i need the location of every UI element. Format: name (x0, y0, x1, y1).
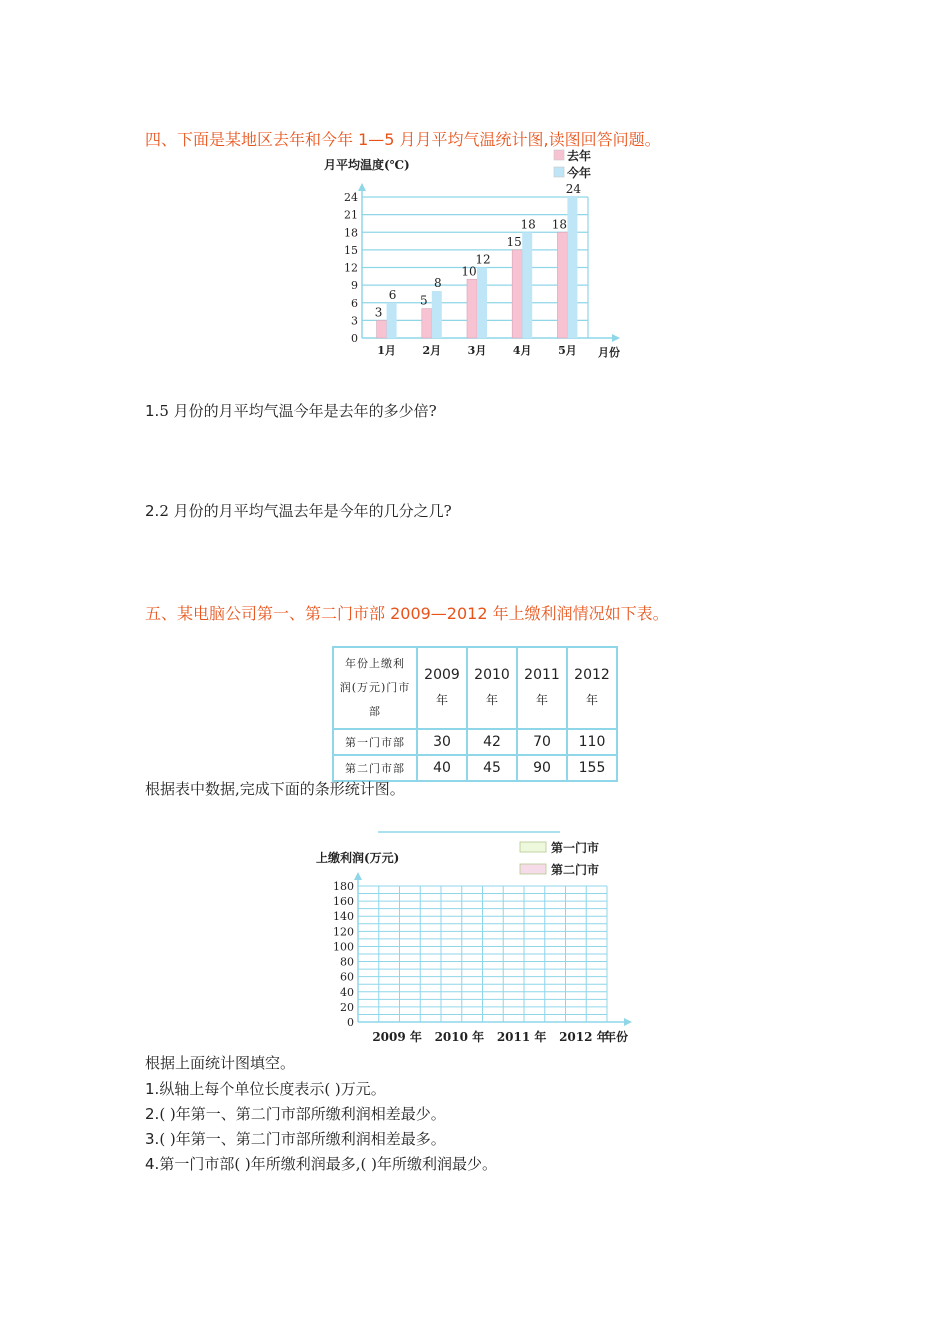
row-label: 第二门市部 (333, 755, 417, 781)
fill-intro: 根据上面统计图填空。 (145, 1054, 296, 1072)
question-text: 5 月份的月平均气温今年是去年的多少倍? (159, 402, 437, 420)
legend-label: 今年 (567, 166, 592, 180)
bar-last-year (512, 250, 522, 338)
x-tick-label: 2011 年 (496, 1030, 547, 1044)
fill-question-2 (145, 1103, 446, 1124)
corner-line: 年份上缴利 (345, 657, 405, 670)
corner-line: 润(万元)门市 (339, 681, 411, 694)
bar-value-label: 24 (565, 182, 582, 196)
legend-label: 第一门市 (551, 841, 600, 855)
year-header (417, 647, 467, 729)
year-num: 2012 (574, 667, 610, 683)
bar-this-year (387, 303, 397, 338)
bar-value-label: 5 (419, 293, 428, 308)
year-num: 2011 (524, 667, 560, 683)
year-unit: 年 (485, 693, 498, 707)
bar-last-year (422, 309, 432, 338)
y-axis-label: 上缴利润(万元) (316, 851, 400, 865)
year-num: 2010 (474, 667, 510, 683)
bar-this-year (567, 197, 577, 338)
y-tick-label: 140 (333, 910, 354, 924)
chart2-gridlines (358, 886, 607, 1022)
legend-swatch (520, 864, 546, 874)
bar-this-year (477, 268, 487, 339)
table-corner-header (333, 647, 417, 729)
x-tick-label: 2009 年 (372, 1030, 422, 1044)
bar-value-label: 12 (475, 252, 491, 267)
y-tick-label: 0 (351, 332, 358, 345)
question-text: 2 月份的月平均气温去年是今年的几分之几? (159, 502, 452, 520)
x-tick-label: 2月 (422, 344, 442, 357)
legend-swatch (520, 842, 546, 852)
bar-last-year (377, 320, 387, 338)
bar-value-label: 8 (433, 276, 442, 290)
y-tick-label: 6 (351, 296, 358, 310)
table-instruction: 根据表中数据,完成下面的条形统计图。 (145, 780, 405, 798)
table-cell: 40 (417, 755, 467, 781)
question-text: 第一门市部( )年所缴利润最多,( )年所缴利润最少。 (159, 1155, 498, 1173)
table-cell: 45 (467, 755, 517, 781)
bar-value-label: 6 (388, 287, 397, 302)
x-tick-label: 2012 年 (559, 1030, 609, 1044)
table-cell: 42 (467, 729, 517, 755)
bar-this-year (432, 291, 442, 338)
fill-question-3 (145, 1128, 446, 1149)
question-4-1 (145, 400, 437, 421)
table-cell: 30 (417, 729, 467, 755)
bar-this-year (522, 232, 532, 338)
x-tick-label: 5月 (558, 344, 577, 357)
x-tick-label: 3月 (467, 344, 487, 357)
bar-last-year (467, 279, 477, 338)
section-4-title: 四、下面是某地区去年和今年 1—5 月月平均气温统计图,读图回答问题。 (145, 130, 661, 149)
temperature-chart (300, 145, 660, 365)
question-number: 1. (145, 402, 160, 420)
fill-question-4 (145, 1153, 497, 1174)
question-number: 2. (145, 502, 160, 520)
y-tick-label: 15 (344, 243, 358, 257)
question-number: 1. (145, 1080, 160, 1098)
table-cell: 155 (567, 755, 617, 781)
year-header (567, 647, 617, 729)
year-header (517, 647, 567, 729)
table-cell: 110 (567, 729, 617, 755)
x-axis-label: 年份 (604, 1030, 629, 1044)
year-num: 2009 (424, 667, 460, 683)
x-tick-label: 4月 (512, 344, 532, 357)
y-tick-label: 18 (344, 226, 358, 240)
chart2-axes (354, 872, 632, 1026)
x-tick-label: 1月 (377, 344, 396, 357)
question-number: 3. (145, 1130, 160, 1148)
bar-value-label: 18 (520, 217, 536, 232)
y-tick-label: 3 (351, 314, 358, 328)
y-tick-label: 100 (333, 940, 354, 954)
bar-value-label: 15 (506, 234, 522, 249)
year-unit: 年 (435, 693, 448, 707)
bar-last-year (557, 232, 567, 338)
table-row (333, 729, 617, 755)
y-tick-label: 60 (340, 970, 354, 984)
question-number: 2. (145, 1105, 160, 1123)
bar-value-label: 18 (551, 217, 568, 232)
table-header-row (333, 647, 617, 729)
question-number: 4. (145, 1155, 160, 1173)
bar-value-label: 10 (461, 264, 477, 279)
legend-label: 第二门市 (551, 863, 600, 877)
bar-value-label: 3 (374, 305, 383, 320)
corner-line: 部 (369, 705, 381, 718)
y-tick-label: 20 (340, 1000, 354, 1014)
section-5-title: 五、某电脑公司第一、第二门市部 2009—2012 年上缴利润情况如下表。 (145, 604, 669, 623)
y-tick-label: 9 (351, 279, 358, 293)
question-text: ( )年第一、第二门市部所缴利润相差最少。 (159, 1105, 446, 1123)
x-tick-label: 2010 年 (434, 1030, 485, 1044)
y-tick-label: 21 (344, 208, 358, 222)
x-axis-label: 月份 (598, 346, 620, 359)
y-tick-label: 40 (340, 985, 354, 999)
y-tick-label: 80 (340, 955, 354, 969)
y-axis-label: 月平均温度(℃) (324, 158, 410, 172)
y-tick-label: 180 (333, 880, 354, 893)
year-header (467, 647, 517, 729)
legend-label: 去年 (567, 149, 592, 163)
y-tick-label: 120 (333, 925, 354, 939)
y-tick-label: 24 (344, 191, 358, 204)
y-axis-arrow (354, 872, 362, 880)
y-tick-label: 0 (347, 1016, 354, 1029)
chart2-labels (316, 840, 628, 1044)
legend-swatch (554, 167, 564, 177)
question-4-2 (145, 500, 452, 521)
table-cell: 70 (517, 729, 567, 755)
fill-question-1 (145, 1078, 386, 1099)
question-text: ( )年第一、第二门市部所缴利润相差最多。 (159, 1130, 446, 1148)
row-label: 第一门市部 (333, 729, 417, 755)
x-axis-arrow (624, 1018, 632, 1026)
profit-table (332, 646, 618, 782)
y-axis-arrow (358, 183, 366, 191)
table-cell: 90 (517, 755, 567, 781)
legend-swatch (554, 150, 564, 160)
x-axis-arrow (612, 334, 620, 342)
profit-chart (310, 822, 650, 1052)
y-tick-label: 12 (344, 261, 358, 275)
year-unit: 年 (535, 693, 548, 707)
y-tick-label: 160 (333, 895, 354, 909)
year-unit: 年 (585, 693, 598, 707)
question-text: 纵轴上每个单位长度表示( )万元。 (159, 1080, 386, 1098)
